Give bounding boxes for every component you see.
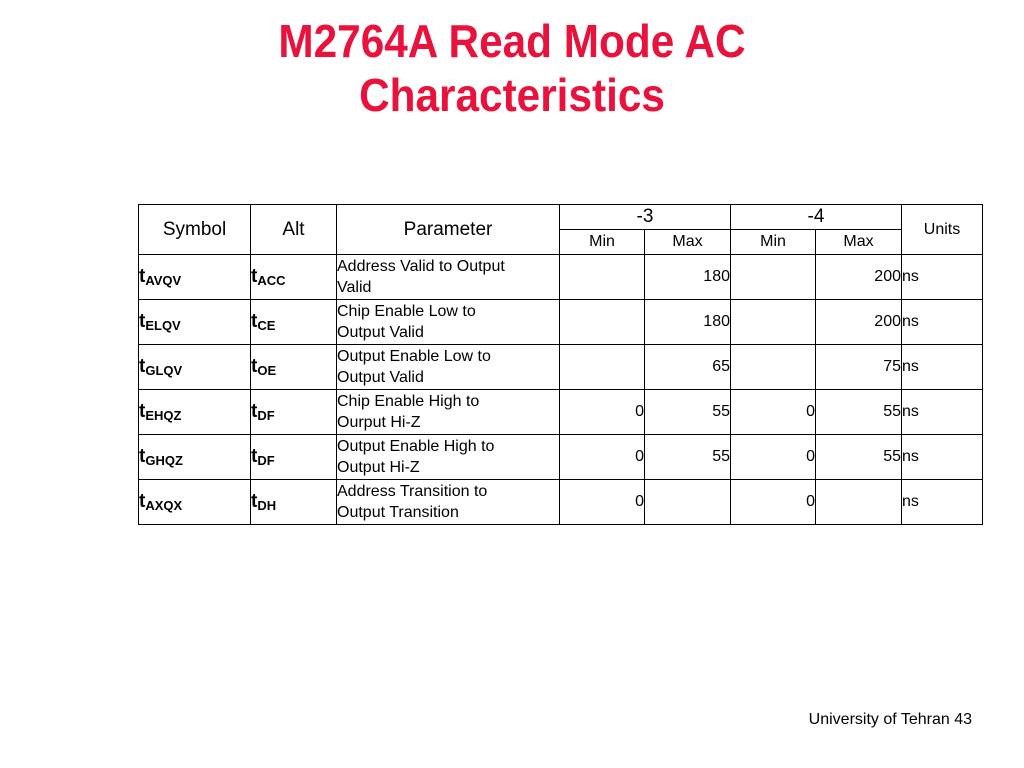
- parameter-cell: Address Transition to Output Transition: [337, 480, 560, 525]
- symbol-cell: $t_{AXQX}$: [139, 480, 251, 525]
- max-4-cell: 200: [816, 255, 902, 300]
- min-3-cell: [560, 345, 645, 390]
- min-4-cell: [731, 345, 816, 390]
- parameter-cell: Address Valid to Output Valid: [337, 255, 560, 300]
- min-4-cell: 0: [731, 435, 816, 480]
- symbol-cell: $t_{GLQV}$: [139, 345, 251, 390]
- header-alt: Alt: [251, 205, 337, 255]
- unit-cell: ns: [902, 435, 983, 480]
- table-header-row: [139, 205, 983, 230]
- parameter-cell: Output Enable Low to Output Valid: [337, 345, 560, 390]
- alt-cell: $t_{OE}$: [251, 345, 337, 390]
- min-4-cell: 0: [731, 480, 816, 525]
- header-max: Max: [645, 230, 731, 255]
- alt-cell: $t_{DH}$: [251, 480, 337, 525]
- symbol-cell: $t_{ELQV}$: [139, 300, 251, 345]
- parameter-cell: Output Enable High to Output Hi-Z: [337, 435, 560, 480]
- unit-cell: ns: [902, 480, 983, 525]
- unit-cell: ns: [902, 255, 983, 300]
- symbol-cell: $t_{GHQZ}$: [139, 435, 251, 480]
- header-symbol: Symbol: [139, 205, 251, 255]
- max-4-cell: 200: [816, 300, 902, 345]
- parameter-cell: Chip Enable High to Ourput Hi-Z: [337, 390, 560, 435]
- max-4-cell: 75: [816, 345, 902, 390]
- ac-characteristics-table: [138, 204, 983, 525]
- header-max: Max: [816, 230, 902, 255]
- alt-cell: $t_{DF}$: [251, 435, 337, 480]
- min-3-cell: 0: [560, 390, 645, 435]
- min-3-cell: [560, 255, 645, 300]
- slide-title-line1: M2764A Read Mode AC: [278, 15, 746, 67]
- unit-cell: ns: [902, 300, 983, 345]
- header-units: Units: [902, 205, 983, 255]
- symbol-cell: $t_{EHQZ}$: [139, 390, 251, 435]
- slide-title: [41, 14, 983, 122]
- max-4-cell: 55: [816, 390, 902, 435]
- table-row: [139, 480, 983, 525]
- max-3-cell: [645, 480, 731, 525]
- min-3-cell: [560, 300, 645, 345]
- slide-footer: University of Tehran 43: [808, 711, 972, 728]
- min-3-cell: 0: [560, 435, 645, 480]
- min-4-cell: [731, 255, 816, 300]
- alt-cell: $t_{ACC}$: [251, 255, 337, 300]
- unit-cell: ns: [902, 390, 983, 435]
- alt-cell: $t_{CE}$: [251, 300, 337, 345]
- header-min: Min: [731, 230, 816, 255]
- table-row: [139, 300, 983, 345]
- slide-title-line2: Characteristics: [359, 69, 665, 121]
- min-3-cell: 0: [560, 480, 645, 525]
- min-4-cell: [731, 300, 816, 345]
- alt-cell: $t_{DF}$: [251, 390, 337, 435]
- max-4-cell: [816, 480, 902, 525]
- table-row: [139, 255, 983, 300]
- max-3-cell: 180: [645, 255, 731, 300]
- unit-cell: ns: [902, 345, 983, 390]
- max-3-cell: 55: [645, 390, 731, 435]
- header-min: Min: [560, 230, 645, 255]
- table-row: [139, 390, 983, 435]
- header-group-4: -4: [731, 205, 902, 230]
- max-3-cell: 65: [645, 345, 731, 390]
- max-4-cell: 55: [816, 435, 902, 480]
- symbol-cell: $t_{AVQV}$: [139, 255, 251, 300]
- header-group-3: -3: [560, 205, 731, 230]
- table-row: [139, 435, 983, 480]
- min-4-cell: 0: [731, 390, 816, 435]
- parameter-cell: Chip Enable Low to Output Valid: [337, 300, 560, 345]
- header-parameter: Parameter: [337, 205, 560, 255]
- max-3-cell: 180: [645, 300, 731, 345]
- table-row: [139, 345, 983, 390]
- max-3-cell: 55: [645, 435, 731, 480]
